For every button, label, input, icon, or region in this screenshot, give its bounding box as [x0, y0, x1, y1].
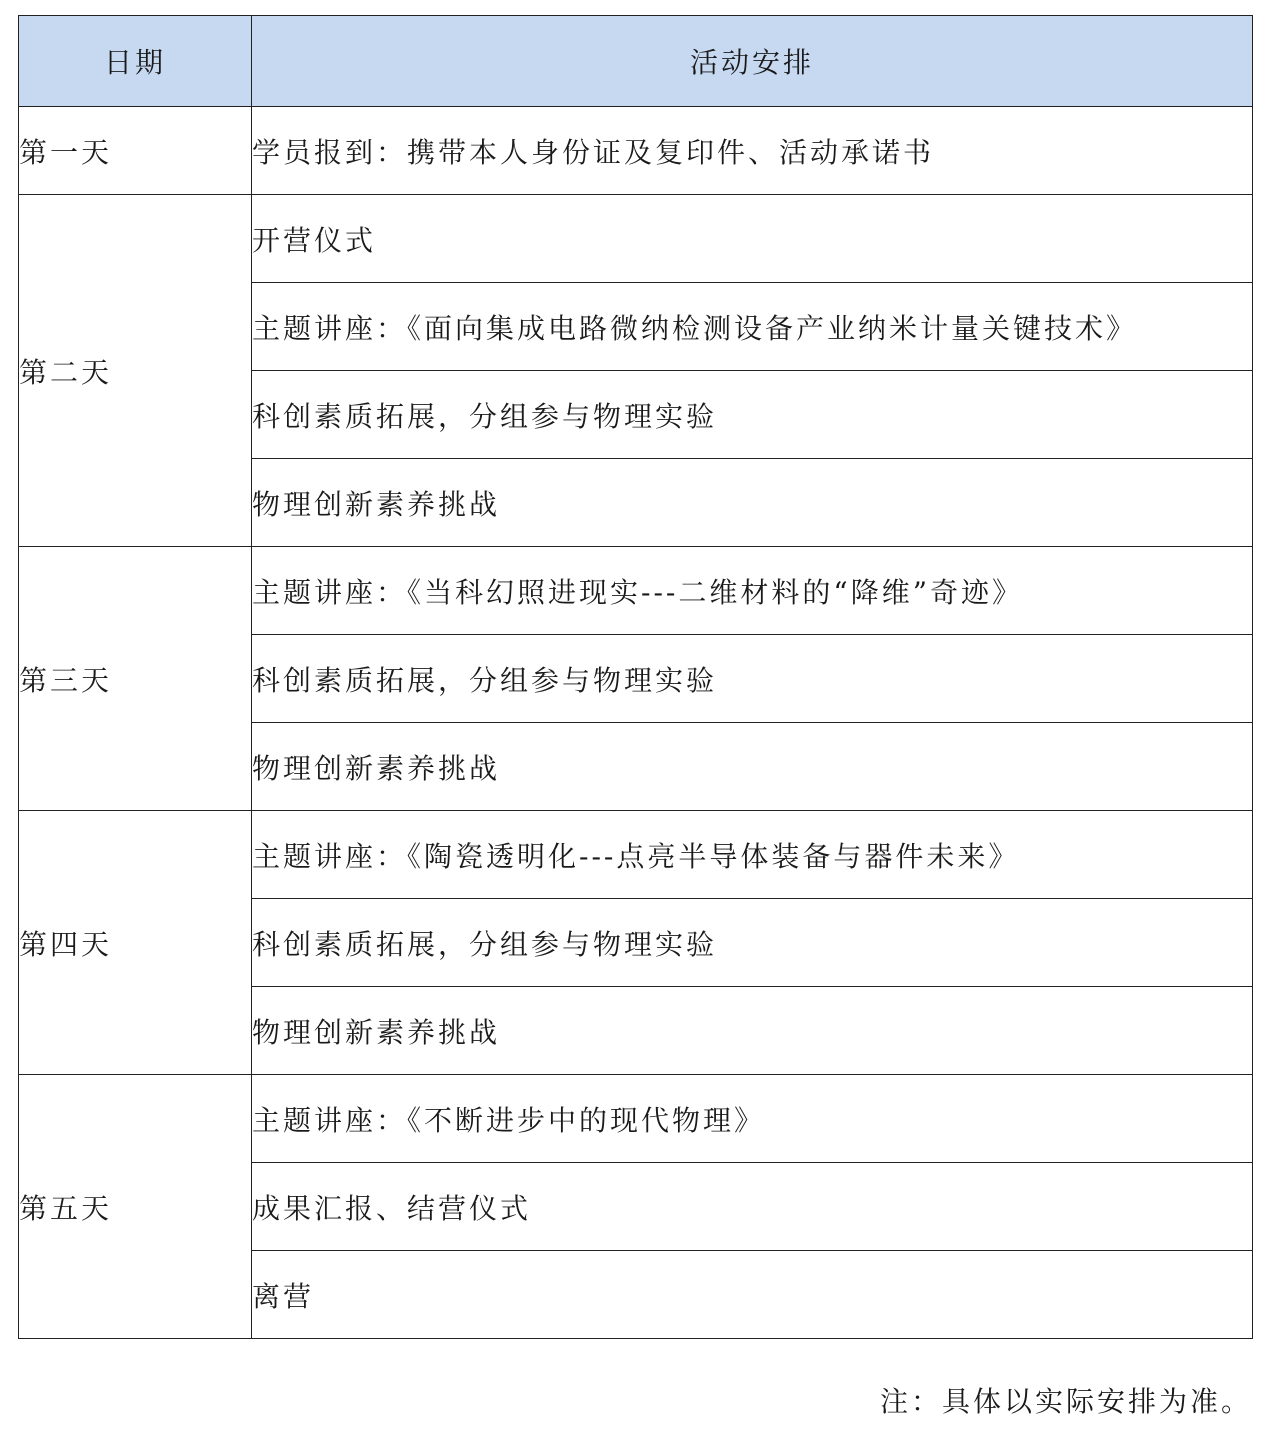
table-row — [19, 1075, 1253, 1163]
activity-cell: 主题讲座：《面向集成电路微纳检测设备产业纳米计量关键技术》 — [252, 283, 1253, 371]
table-body — [19, 107, 1253, 1339]
day-cell: 第三天 — [19, 547, 252, 811]
activity-cell: 科创素质拓展，分组参与物理实验 — [252, 635, 1253, 723]
activity-cell: 主题讲座：《陶瓷透明化---点亮半导体装备与器件未来》 — [252, 811, 1253, 899]
table-row — [19, 107, 1253, 195]
table-header — [19, 16, 1253, 107]
schedule-table — [18, 15, 1253, 1339]
activity-cell: 物理创新素养挑战 — [252, 459, 1253, 547]
day-cell: 第四天 — [19, 811, 252, 1075]
header-activity: 活动安排 — [252, 16, 1253, 107]
activity-cell: 物理创新素养挑战 — [252, 723, 1253, 811]
activity-cell: 科创素质拓展，分组参与物理实验 — [252, 899, 1253, 987]
table-row — [19, 195, 1253, 283]
activity-cell: 离营 — [252, 1251, 1253, 1339]
header-row — [19, 16, 1253, 107]
table-row — [19, 547, 1253, 635]
activity-cell: 物理创新素养挑战 — [252, 987, 1253, 1075]
activity-cell: 学员报到：携带本人身份证及复印件、活动承诺书 — [252, 107, 1253, 195]
activity-cell: 成果汇报、结营仪式 — [252, 1163, 1253, 1251]
day-cell: 第五天 — [19, 1075, 252, 1339]
table-row — [19, 811, 1253, 899]
footnote: 注：具体以实际安排为准。 — [879, 1385, 1252, 1418]
activity-cell: 开营仪式 — [252, 195, 1253, 283]
activity-cell: 主题讲座：《不断进步中的现代物理》 — [252, 1075, 1253, 1163]
activity-cell: 科创素质拓展，分组参与物理实验 — [252, 371, 1253, 459]
header-date: 日期 — [19, 16, 252, 107]
activity-cell: 主题讲座：《当科幻照进现实---二维材料的“降维”奇迹》 — [252, 547, 1253, 635]
day-cell: 第二天 — [19, 195, 252, 547]
day-cell: 第一天 — [19, 107, 252, 195]
